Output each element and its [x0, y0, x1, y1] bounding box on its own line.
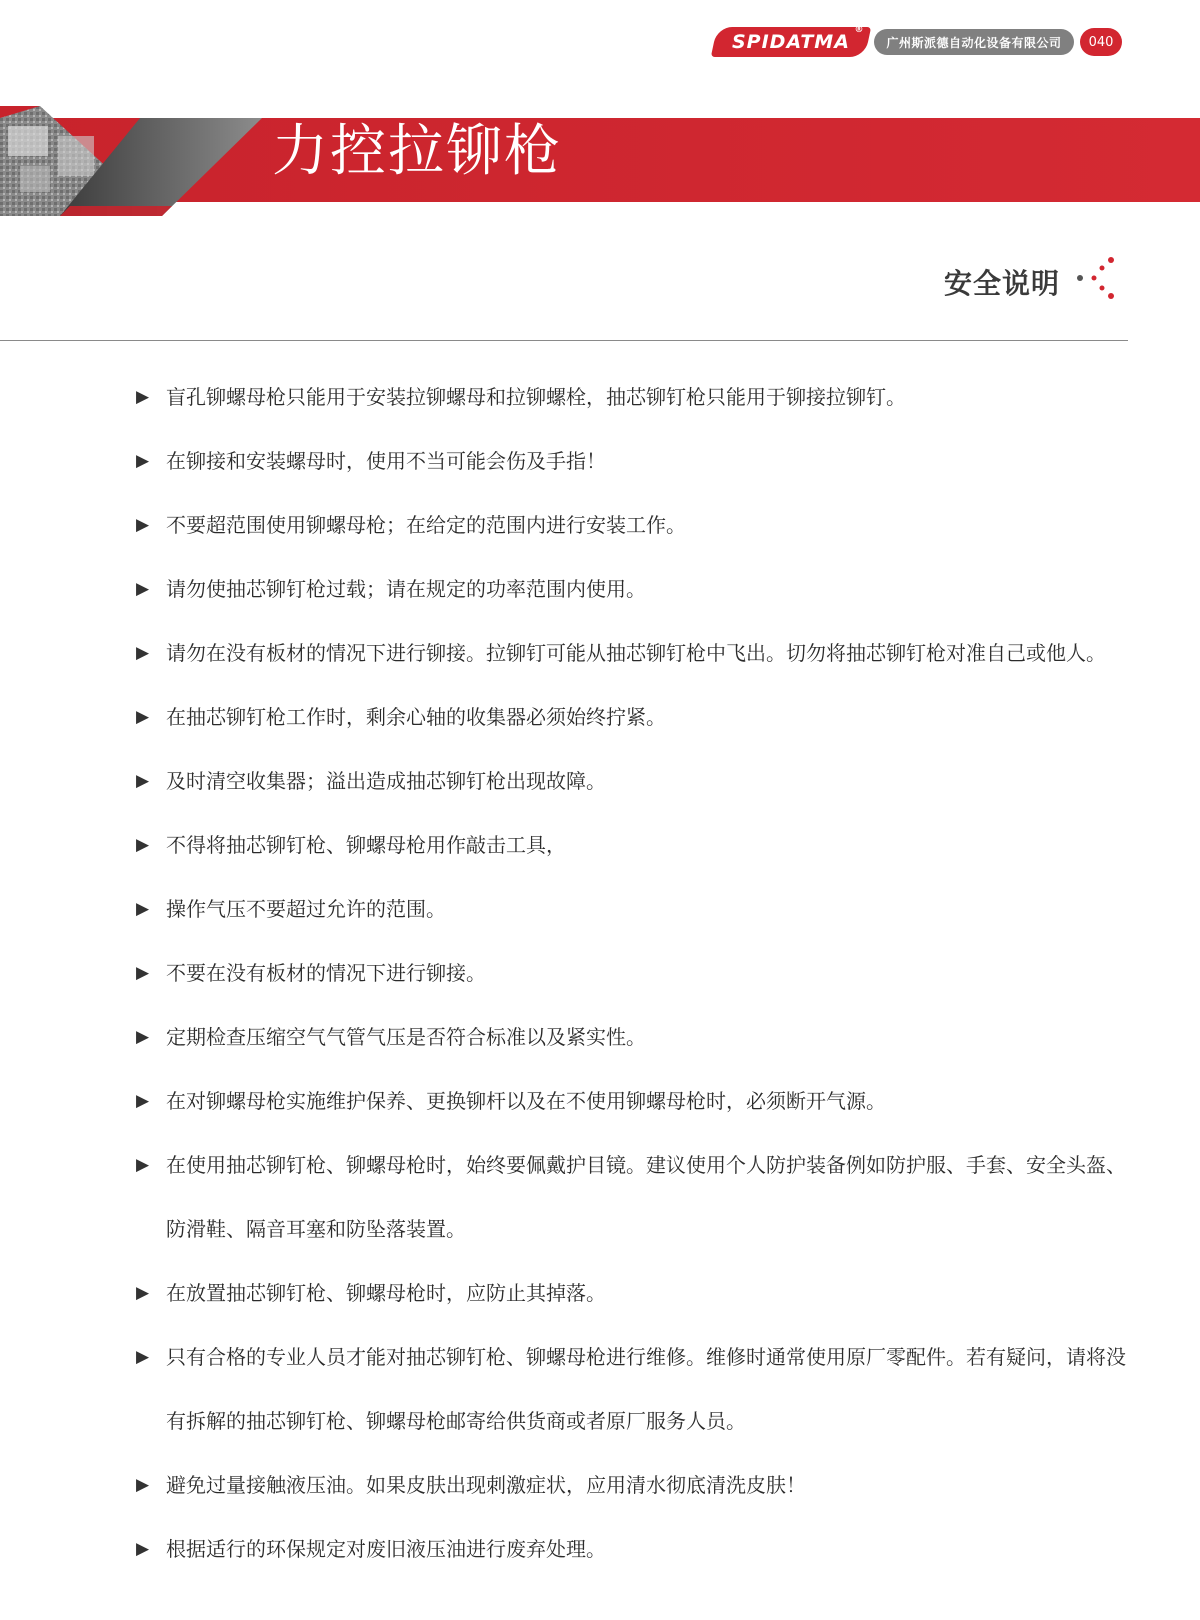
page-number-badge — [1080, 28, 1122, 56]
list-item-text: 在使用抽芯铆钉枪、铆螺母枪时，始终要佩戴护目镜。建议使用个人防护装备例如防护服、手套、安全头盔、防滑鞋、隔音耳塞和防坠落装置。 — [166, 1153, 1126, 1241]
bullet-icon: ▶ — [136, 387, 150, 407]
list-item-text: 根据适行的环保规定对废旧液压油进行废弃处理。 — [166, 1537, 606, 1561]
list-item — [136, 1345, 1136, 1453]
list-item — [136, 961, 1136, 1005]
list-item-text: 不要在没有板材的情况下进行铆接。 — [166, 961, 486, 985]
brand-logo-text: SPIDATMA — [732, 31, 850, 53]
list-item-text: 避免过量接触液压油。如果皮肤出现刺激症状，应用清水彻底清洗皮肤！ — [166, 1473, 806, 1497]
list-item — [136, 769, 1136, 813]
list-item — [136, 833, 1136, 877]
company-badge — [874, 29, 1074, 55]
list-item — [136, 449, 1136, 493]
bullet-icon: ▶ — [136, 643, 150, 663]
bullet-icon: ▶ — [136, 451, 150, 471]
list-item-text: 不要超范围使用铆螺母枪；在给定的范围内进行安装工作。 — [166, 513, 686, 537]
registered-mark: ® — [854, 25, 865, 35]
list-item — [136, 577, 1136, 621]
bullet-icon: ▶ — [136, 1091, 150, 1111]
list-item — [136, 1473, 1136, 1517]
list-item-text: 不得将抽芯铆钉枪、铆螺母枪用作敲击工具， — [166, 833, 566, 857]
bullet-icon: ▶ — [136, 515, 150, 535]
list-item — [136, 385, 1136, 429]
list-item-text: 在对铆螺母枪实施维护保养、更换铆杆以及在不使用铆螺母枪时，必须断开气源。 — [166, 1089, 886, 1113]
list-item — [136, 705, 1136, 749]
bullet-icon: ▶ — [136, 1283, 150, 1303]
title-banner — [0, 106, 1200, 222]
list-item — [136, 1537, 1136, 1581]
brand-logo — [711, 27, 871, 57]
list-item-text: 在抽芯铆钉枪工作时，剩余心轴的收集器必须始终拧紧。 — [166, 705, 666, 729]
list-item — [136, 641, 1136, 685]
list-item-text: 在铆接和安装螺母时，使用不当可能会伤及手指！ — [166, 449, 606, 473]
bullet-icon: ▶ — [136, 771, 150, 791]
bullet-icon: ▶ — [136, 899, 150, 919]
list-item — [136, 897, 1136, 941]
company-name: 广州斯派德自动化设备有限公司 — [886, 35, 1062, 50]
list-item-text: 操作气压不要超过允许的范围。 — [166, 897, 446, 921]
list-item — [136, 1281, 1136, 1325]
page-title: 力控拉铆枪 — [272, 119, 562, 184]
list-item-text: 在放置抽芯铆钉枪、铆螺母枪时，应防止其掉落。 — [166, 1281, 606, 1305]
section-divider — [0, 340, 1128, 341]
bullet-icon: ▶ — [136, 1539, 150, 1559]
bullet-icon: ▶ — [136, 579, 150, 599]
list-item-text: 请勿在没有板材的情况下进行铆接。拉铆钉可能从抽芯铆钉枪中飞出。切勿将抽芯铆钉枪对准自己或他人。 — [166, 641, 1106, 665]
bullet-icon: ▶ — [136, 1155, 150, 1175]
list-item-text: 盲孔铆螺母枪只能用于安装拉铆螺母和拉铆螺栓，抽芯铆钉枪只能用于铆接拉铆钉。 — [166, 385, 906, 409]
list-item-text: 及时清空收集器；溢出造成抽芯铆钉枪出现故障。 — [166, 769, 606, 793]
bullet-icon: ▶ — [136, 963, 150, 983]
list-item — [136, 513, 1136, 557]
banner-graphic — [0, 106, 1200, 222]
list-item-text: 请勿使抽芯铆钉枪过载；请在规定的功率范围内使用。 — [166, 577, 646, 601]
bullet-icon: ▶ — [136, 707, 150, 727]
list-item-text: 只有合格的专业人员才能对抽芯铆钉枪、铆螺母枪进行维修。维修时通常使用原厂零配件。若有疑问，请将没有拆解的抽芯铆钉枪、铆螺母枪邮寄给供货商或者原厂服务人员。 — [166, 1345, 1126, 1433]
bullet-icon: ▶ — [136, 1027, 150, 1047]
bullet-icon: ▶ — [136, 1475, 150, 1495]
bullet-icon: ▶ — [136, 835, 150, 855]
section-title: 安全说明 — [943, 267, 1060, 300]
dots-decoration-icon — [1076, 256, 1126, 300]
bullet-icon: ▶ — [136, 1347, 150, 1367]
list-item-text: 定期检查压缩空气气管气压是否符合标准以及紧实性。 — [166, 1025, 646, 1049]
page-number: 040 — [1088, 34, 1114, 50]
list-item — [136, 1025, 1136, 1069]
list-item — [136, 1089, 1136, 1133]
list-item — [136, 1153, 1136, 1261]
